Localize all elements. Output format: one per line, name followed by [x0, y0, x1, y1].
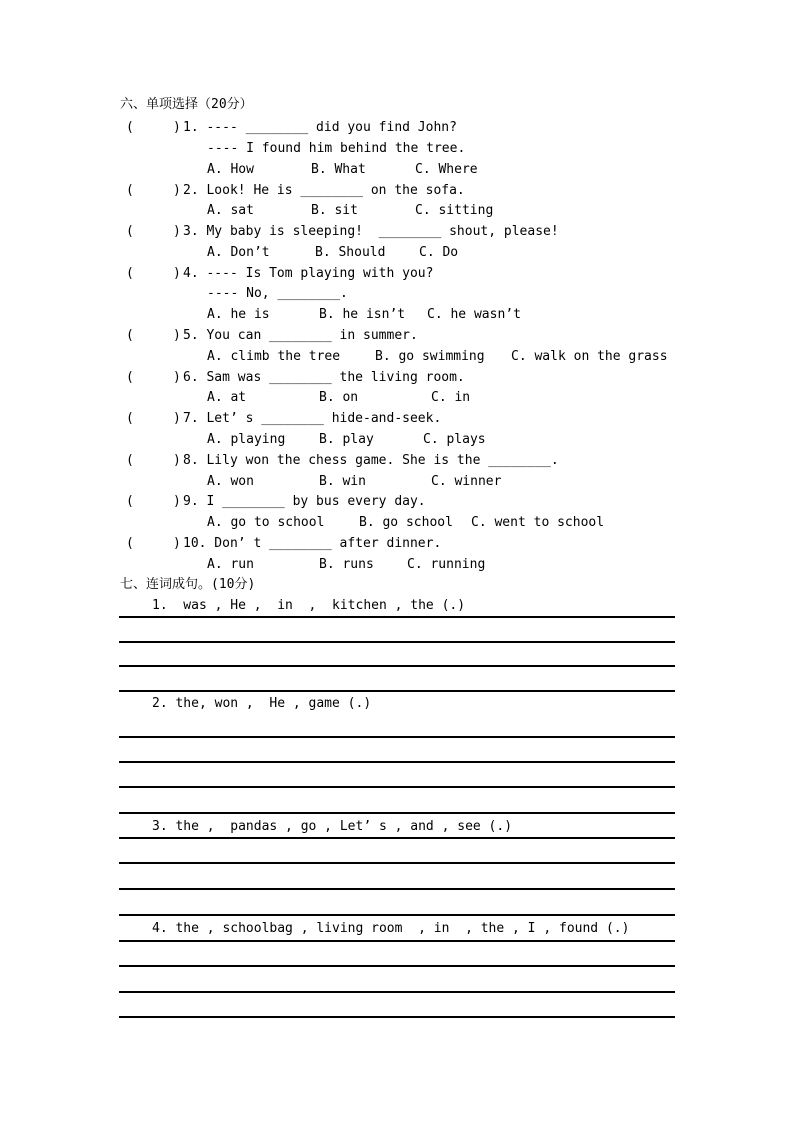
question-continuation: ---- No, ________.: [207, 286, 348, 301]
answer-line[interactable]: [119, 665, 675, 667]
answer-paren[interactable]: ( ): [126, 183, 181, 198]
option-c: C. walk on the grass: [511, 349, 668, 364]
option-a: A. won: [207, 474, 254, 489]
answer-line[interactable]: [119, 888, 675, 890]
option-c: C. Do: [419, 245, 459, 260]
option-c: C. in: [431, 390, 471, 405]
option-a: A. go to school: [207, 515, 325, 530]
answer-line[interactable]: [119, 862, 675, 864]
option-a: A. playing: [207, 432, 286, 447]
answer-paren[interactable]: ( ): [126, 224, 181, 239]
question-stem: 3. My baby is sleeping! ________ shout, please!: [183, 224, 559, 239]
option-a: A. he is: [207, 307, 270, 322]
sentence-prompt: 2. the, won , He , game (.): [152, 696, 372, 711]
option-b: B. Should: [315, 245, 386, 260]
answer-paren[interactable]: ( ): [126, 411, 181, 426]
answer-paren[interactable]: ( ): [126, 120, 181, 135]
option-a: A. climb the tree: [207, 349, 341, 364]
question-stem: 10. Don’ t ________ after dinner.: [183, 536, 442, 551]
question-stem: 6. Sam was ________ the living room.: [183, 370, 465, 385]
option-c: C. he wasn’t: [427, 307, 521, 322]
option-b: B. he isn’t: [319, 307, 406, 322]
question-stem: 2. Look! He is ________ on the sofa.: [183, 183, 465, 198]
answer-line[interactable]: [119, 736, 675, 738]
answer-paren[interactable]: ( ): [126, 494, 181, 509]
answer-line[interactable]: [119, 965, 675, 967]
question-stem: 5. You can ________ in summer.: [183, 328, 418, 343]
answer-line[interactable]: [119, 940, 675, 942]
option-c: C. winner: [431, 474, 502, 489]
answer-paren[interactable]: ( ): [126, 370, 181, 385]
answer-line[interactable]: [119, 641, 675, 643]
section7-heading: 七、连词成句。(10分): [120, 577, 256, 592]
option-a: A. sat: [207, 203, 254, 218]
option-b: B. on: [319, 390, 359, 405]
answer-line[interactable]: [119, 1016, 675, 1018]
option-c: C. running: [407, 557, 486, 572]
question-continuation: ---- I found him behind the tree.: [207, 141, 466, 156]
sentence-prompt: 3. the , pandas , go , Let’ s , and , see (.): [152, 819, 513, 834]
answer-paren[interactable]: ( ): [126, 328, 181, 343]
option-b: B. sit: [311, 203, 358, 218]
option-b: B. go swimming: [375, 349, 485, 364]
answer-line[interactable]: [119, 812, 675, 814]
section6-heading: 六、单项选择（20分）: [120, 97, 253, 112]
answer-line[interactable]: [119, 786, 675, 788]
answer-line[interactable]: [119, 761, 675, 763]
option-c: C. Where: [415, 162, 478, 177]
answer-line[interactable]: [119, 914, 675, 916]
option-c: C. sitting: [415, 203, 494, 218]
question-stem: 8. Lily won the chess game. She is the ________.: [183, 453, 559, 468]
option-b: B. go school: [359, 515, 453, 530]
option-a: A. run: [207, 557, 254, 572]
option-b: B. What: [311, 162, 366, 177]
option-b: B. play: [319, 432, 374, 447]
answer-line[interactable]: [119, 837, 675, 839]
question-stem: 1. ---- ________ did you find John?: [183, 120, 457, 135]
question-stem: 9. I ________ by bus every day.: [183, 494, 426, 509]
option-a: A. How: [207, 162, 254, 177]
option-b: B. runs: [319, 557, 374, 572]
option-a: A. Don’t: [207, 245, 270, 260]
answer-line[interactable]: [119, 690, 675, 692]
answer-line[interactable]: [119, 991, 675, 993]
option-c: C. plays: [423, 432, 486, 447]
answer-paren[interactable]: ( ): [126, 536, 181, 551]
answer-line[interactable]: [119, 616, 675, 618]
answer-paren[interactable]: ( ): [126, 266, 181, 281]
question-stem: 4. ---- Is Tom playing with you?: [183, 266, 434, 281]
option-a: A. at: [207, 390, 247, 405]
question-stem: 7. Let’ s ________ hide-and-seek.: [183, 411, 442, 426]
option-c: C. went to school: [471, 515, 605, 530]
sentence-prompt: 4. the , schoolbag , living room , in , the , I , found (.): [152, 921, 630, 936]
sentence-prompt: 1. was , He , in , kitchen , the (.): [152, 598, 466, 613]
option-b: B. win: [319, 474, 366, 489]
answer-paren[interactable]: ( ): [126, 453, 181, 468]
